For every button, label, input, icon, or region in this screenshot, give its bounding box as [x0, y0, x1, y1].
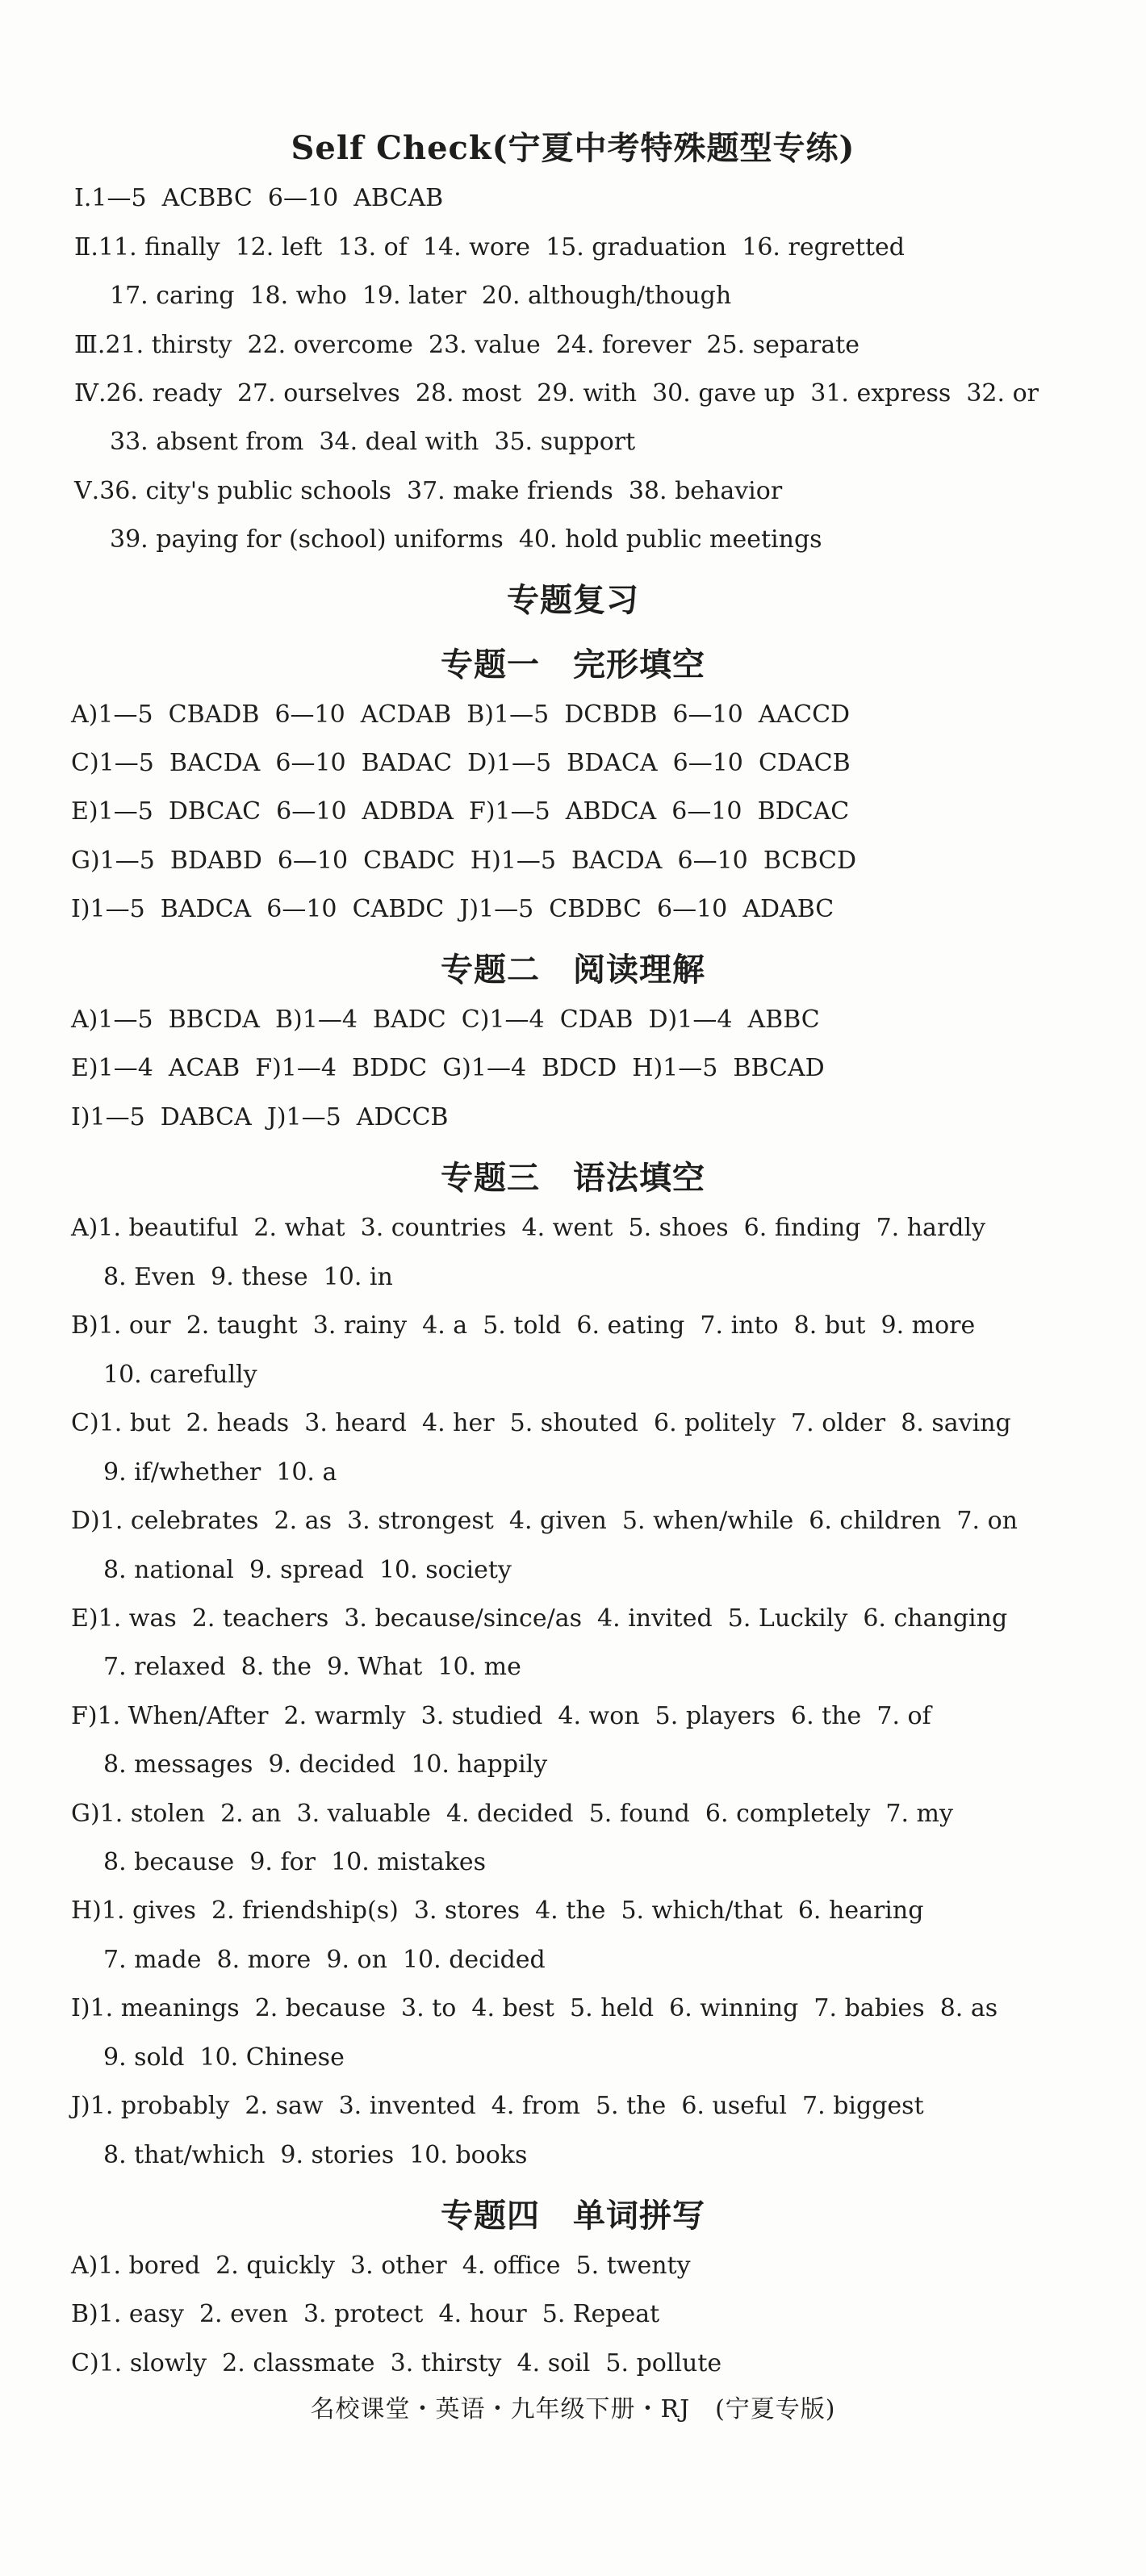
topic3-line: 9. sold 10. Chinese	[103, 2043, 345, 2072]
topic3-line: J)1. probably 2. saw 3. invented 4. from 5. the 6. useful 7. biggest	[71, 2092, 924, 2120]
self-check-title: Self Check(宁夏中考特殊题型专练)	[291, 129, 855, 167]
topic4-line: C)1. slowly 2. classmate 3. thirsty 4. soil 5. pollute	[71, 2349, 722, 2377]
topic3-line: A)1. beautiful 2. what 3. countries 4. went 5. shoes 6. finding 7. hardly	[71, 1214, 986, 1242]
topic3-line: 8. Even 9. these 10. in	[103, 1263, 393, 1291]
topic1-line: C)1—5 BACDA 6—10 BADAC D)1—5 BDACA 6—10 CDACB	[71, 749, 851, 777]
self-check-line: 33. absent from 34. deal with 35. support	[110, 428, 636, 456]
topic1-line: G)1—5 BDABD 6—10 CBADC H)1—5 BACDA 6—10 BCBCD	[71, 847, 856, 875]
page-footer: 名校课堂・英语・九年级下册・RJ (宁夏专版)	[310, 2395, 836, 2423]
self-check-line: Ⅰ.1—5 ACBBC 6—10 ABCAB	[74, 184, 444, 212]
topic3-line: 8. national 9. spread 10. society	[103, 1556, 512, 1584]
topic3-line: C)1. but 2. heads 3. heard 4. her 5. shouted 6. politely 7. older 8. saving	[71, 1409, 1011, 1437]
topic3-title: 专题三 语法填空	[441, 1159, 705, 1197]
topic1-title: 专题一 完形填空	[441, 646, 705, 684]
topic3-line: B)1. our 2. taught 3. rainy 4. a 5. told 6. eating 7. into 8. but 9. more	[71, 1311, 976, 1340]
self-check-line: 17. caring 18. who 19. later 20. although/though	[110, 282, 732, 310]
topic3-line: 8. messages 9. decided 10. happily	[103, 1750, 548, 1779]
topic2-line: A)1—5 BBCDA B)1—4 BADC C)1—4 CDAB D)1—4 ABBC	[71, 1006, 820, 1034]
topic3-line: F)1. When/After 2. warmly 3. studied 4. won 5. players 6. the 7. of	[71, 1702, 931, 1730]
topic3-line: 8. because 9. for 10. mistakes	[103, 1848, 487, 1876]
topic1-line: I)1—5 BADCA 6—10 CABDC J)1—5 CBDBC 6—10 ADABC	[71, 895, 834, 923]
topic3-line: 8. that/which 9. stories 10. books	[103, 2141, 528, 2169]
topic1-line: A)1—5 CBADB 6—10 ACDAB B)1—5 DCBDB 6—10 AACCD	[71, 700, 851, 729]
topic3-line: 10. carefully	[103, 1361, 257, 1389]
topic4-line: B)1. easy 2. even 3. protect 4. hour 5. Repeat	[71, 2300, 660, 2328]
topic2-line: E)1—4 ACAB F)1—4 BDDC G)1—4 BDCD H)1—5 BBCAD	[71, 1054, 825, 1082]
self-check-line: Ⅲ.21. thirsty 22. overcome 23. value 24. forever 25. separate	[74, 331, 860, 359]
review-title: 专题复习	[507, 581, 639, 619]
topic3-line: 7. relaxed 8. the 9. What 10. me	[103, 1653, 521, 1681]
topic3-line: G)1. stolen 2. an 3. valuable 4. decided 5. found 6. completely 7. my	[71, 1800, 953, 1828]
topic3-line: H)1. gives 2. friendship(s) 3. stores 4. the 5. which/that 6. hearing	[71, 1896, 924, 1925]
self-check-line: Ⅱ.11. finally 12. left 13. of 14. wore 15. graduation 16. regretted	[74, 233, 905, 261]
topic3-line: 7. made 8. more 9. on 10. decided	[103, 1946, 546, 1974]
topic4-line: A)1. bored 2. quickly 3. other 4. office 5. twenty	[71, 2252, 691, 2280]
topic3-line: 9. if/whether 10. a	[103, 1458, 337, 1487]
topic2-line: I)1—5 DABCA J)1—5 ADCCB	[71, 1103, 449, 1131]
topic4-title: 专题四 单词拼写	[441, 2197, 705, 2235]
self-check-line: Ⅳ.26. ready 27. ourselves 28. most 29. with 30. gave up 31. express 32. or	[74, 379, 1039, 408]
self-check-line: Ⅴ.36. city's public schools 37. make friends 38. behavior	[74, 477, 783, 505]
topic1-line: E)1—5 DBCAC 6—10 ADBDA F)1—5 ABDCA 6—10 BDCAC	[71, 797, 850, 826]
topic3-line: I)1. meanings 2. because 3. to 4. best 5. held 6. winning 7. babies 8. as	[71, 1994, 998, 2022]
topic2-title: 专题二 阅读理解	[441, 951, 705, 989]
self-check-line: 39. paying for (school) uniforms 40. hold public meetings	[110, 525, 822, 554]
topic3-line: D)1. celebrates 2. as 3. strongest 4. given 5. when/while 6. children 7. on	[71, 1507, 1018, 1535]
topic3-line: E)1. was 2. teachers 3. because/since/as 4. invited 5. Luckily 6. changing	[71, 1604, 1008, 1633]
